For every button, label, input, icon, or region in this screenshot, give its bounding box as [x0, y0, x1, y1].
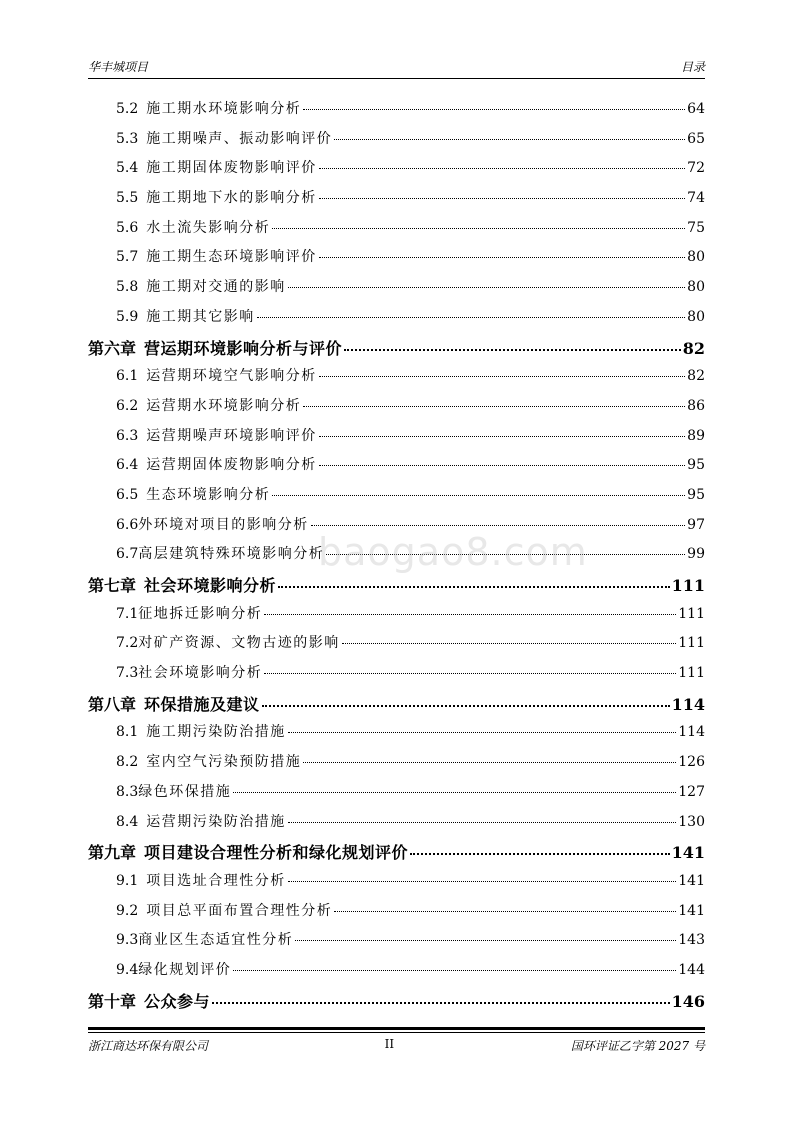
toc-entry-number: 第十章: [88, 991, 137, 1011]
toc-entry-title: 征地拆迁影响分析: [138, 605, 263, 622]
toc-entry-title: 施工期生态环境影响评价: [146, 249, 317, 266]
toc-section-entry[interactable]: [88, 187, 705, 217]
toc-entry-page: 75: [687, 219, 705, 236]
toc-entry-title: 施工期固体废物影响评价: [146, 160, 317, 177]
page-footer: [88, 1037, 705, 1054]
toc-entry-page: 111: [678, 605, 705, 622]
toc-entry-page: 114: [671, 694, 705, 714]
toc-dot-leader: [319, 436, 685, 437]
toc-entry-page: 80: [687, 249, 705, 266]
toc-entry-title: 水土流失影响分析: [146, 219, 271, 236]
toc-entry-page: 82: [687, 368, 705, 385]
toc-entry-number: 5.3: [116, 130, 139, 147]
toc-dot-leader: [295, 940, 676, 941]
toc-dot-leader: [264, 673, 676, 674]
toc-entry-title: 施工期对交通的影响: [146, 279, 286, 296]
footer-company: 浙江商达环保有限公司: [88, 1039, 209, 1053]
toc-entry-number: 7.3: [116, 665, 139, 682]
toc-entry-number: 6.7: [116, 546, 139, 563]
toc-dot-leader: [272, 495, 685, 496]
header-project-name: 华丰城项目: [88, 60, 149, 74]
toc-section-entry[interactable]: [88, 306, 705, 336]
toc-section-entry[interactable]: [88, 959, 705, 989]
toc-entry-number: 5.4: [116, 160, 139, 177]
toc-entry-number: 9.2: [116, 902, 139, 919]
toc-entry-page: 141: [678, 872, 705, 889]
toc-entry-page: 74: [687, 190, 705, 207]
toc-entry-title: 运营期污染防治措施: [146, 813, 286, 830]
toc-dot-leader: [272, 228, 685, 229]
toc-dot-leader: [303, 109, 685, 110]
toc-dot-leader: [262, 705, 670, 707]
toc-section-entry[interactable]: [88, 721, 705, 751]
toc-section-entry[interactable]: [88, 246, 705, 276]
toc-entry-number: 5.5: [116, 190, 139, 207]
toc-dot-leader: [303, 406, 685, 407]
toc-entry-page: 95: [687, 486, 705, 503]
toc-entry-page: 130: [678, 813, 705, 830]
toc-dot-leader: [319, 376, 685, 377]
toc-entry-number: 5.2: [116, 101, 139, 117]
header-rule: [88, 78, 705, 79]
toc-entry-page: 141: [678, 902, 705, 919]
toc-entry-page: 97: [687, 516, 705, 533]
toc-entry-number: 7.2: [116, 635, 139, 652]
toc-dot-leader: [233, 792, 676, 793]
toc-entry-title: 营运期环境影响分析与评价: [144, 338, 343, 358]
watermark: baogao8.com: [318, 530, 588, 574]
footer-rule-thick: [88, 1027, 705, 1030]
toc-dot-leader: [334, 139, 685, 140]
toc-section-entry[interactable]: [88, 900, 705, 930]
toc-entry-title: 绿化规划评价: [138, 961, 232, 978]
toc-entry-number: 8.1: [116, 724, 139, 741]
toc-entry-number: 8.2: [116, 754, 139, 771]
toc-chapter-entry[interactable]: [88, 573, 705, 603]
toc-entry-title: 社会环境影响分析: [138, 665, 263, 682]
toc-entry-number: 5.8: [116, 279, 139, 296]
toc-entry-page: 111: [671, 576, 705, 595]
toc-entry-page: 64: [687, 101, 705, 117]
toc-section-entry[interactable]: [88, 425, 705, 455]
toc-entry-number: 9.1: [116, 872, 139, 889]
toc-entry-title: 室内空气污染预防措施: [146, 754, 302, 771]
toc-section-entry[interactable]: [88, 98, 705, 128]
toc-chapter-entry[interactable]: [88, 692, 705, 722]
toc-entry-page: 80: [687, 279, 705, 296]
toc-entry-number: 6.6: [116, 516, 139, 533]
footer-rule-thin: [88, 1032, 705, 1033]
toc-entry-page: 127: [678, 783, 705, 800]
toc-entry-page: 80: [687, 308, 705, 325]
toc-section-entry[interactable]: [88, 128, 705, 158]
toc-entry-title: 施工期污染防治措施: [146, 724, 286, 741]
toc-entry-number: 8.4: [116, 813, 139, 830]
toc-entry-number: 6.5: [116, 486, 139, 503]
toc-entry-title: 绿色环保措施: [138, 783, 232, 800]
toc-entry-number: 9.4: [116, 961, 139, 978]
toc-entry-title: 运营期噪声环境影响评价: [146, 427, 317, 444]
toc-section-entry[interactable]: [88, 395, 705, 425]
toc-dot-leader: [288, 822, 677, 823]
toc-entry-title: 公众参与: [144, 991, 211, 1011]
toc-entry-title: 高层建筑特殊环境影响分析: [138, 546, 325, 563]
footer-certificate: 国环评证乙字第 2027 号: [570, 1039, 705, 1053]
toc-entry-title: 项目建设合理性分析和绿化规划评价: [144, 843, 409, 863]
toc-entry-page: 111: [678, 665, 705, 682]
toc-section-entry[interactable]: [88, 811, 705, 841]
toc-entry-number: 第七章: [88, 576, 137, 595]
toc-entry-title: 施工期地下水的影响分析: [146, 190, 317, 207]
toc-entry-title: 施工期噪声、振动影响评价: [146, 130, 333, 147]
toc-dot-leader: [319, 465, 685, 466]
toc-entry-page: 95: [687, 457, 705, 474]
toc-dot-leader: [342, 643, 677, 644]
toc-section-entry[interactable]: [88, 484, 705, 514]
toc-chapter-entry[interactable]: [88, 989, 705, 1019]
toc-dot-leader: [303, 762, 676, 763]
toc-chapter-entry[interactable]: [88, 336, 705, 366]
toc-entry-page: 126: [678, 754, 705, 771]
toc-section-entry[interactable]: [88, 870, 705, 900]
toc-entry-number: 6.2: [116, 397, 139, 414]
toc-entry-number: 5.7: [116, 249, 139, 266]
toc-dot-leader: [319, 257, 685, 258]
toc-chapter-entry[interactable]: [88, 840, 705, 870]
toc-entry-title: 项目总平面布置合理性分析: [146, 902, 333, 919]
toc-entry-title: 生态环境影响分析: [146, 486, 271, 503]
toc-entry-number: 6.1: [116, 368, 139, 385]
toc-entry-title: 施工期水环境影响分析: [146, 101, 302, 117]
header-section-name: 目录: [680, 60, 705, 74]
toc-dot-leader: [264, 614, 676, 615]
toc-entry-number: 5.6: [116, 219, 139, 236]
toc-section-entry[interactable]: [88, 751, 705, 781]
toc-entry-page: 72: [687, 160, 705, 177]
toc-entry-number: 6.4: [116, 457, 139, 474]
toc-dot-leader: [233, 970, 676, 971]
toc-dot-leader: [288, 287, 685, 288]
toc-section-entry[interactable]: [88, 365, 705, 395]
toc-entry-number: 7.1: [116, 605, 139, 622]
toc-entry-title: 项目选址合理性分析: [146, 872, 286, 889]
toc-entry-page: 89: [687, 427, 705, 444]
toc-entry-title: 社会环境影响分析: [144, 576, 277, 595]
toc-dot-leader: [257, 317, 685, 318]
toc-dot-leader: [319, 198, 685, 199]
toc-section-entry[interactable]: [88, 157, 705, 187]
toc-section-entry[interactable]: [88, 276, 705, 306]
toc-entry-number: 9.3: [116, 932, 139, 949]
toc-entry-number: 6.3: [116, 427, 139, 444]
toc-entry-title: 运营期环境空气影响分析: [146, 368, 317, 385]
toc-entry-page: 86: [687, 397, 705, 414]
toc-entry-page: 99: [687, 546, 705, 563]
toc-dot-leader: [278, 586, 670, 588]
toc-dot-leader: [319, 168, 685, 169]
toc-entry-page: 82: [682, 338, 705, 358]
page-header: [88, 55, 705, 75]
toc-entry-title: 商业区生态适宜性分析: [138, 932, 294, 949]
toc-dot-leader: [288, 732, 677, 733]
toc-entry-number: 5.9: [116, 308, 139, 325]
toc-dot-leader: [212, 1002, 670, 1004]
toc-entry-title: 环保措施及建议: [144, 694, 260, 714]
toc-entry-page: 114: [678, 724, 705, 741]
toc-entry-page: 144: [678, 961, 705, 978]
toc-dot-leader: [334, 911, 676, 912]
toc-dot-leader: [288, 881, 677, 882]
toc-entry-number: 第八章: [88, 694, 137, 714]
toc-entry-number: 第九章: [88, 843, 137, 863]
toc-entry-page: 143: [678, 932, 705, 949]
toc-section-entry[interactable]: [88, 603, 705, 633]
toc-entry-title: 运营期固体废物影响分析: [146, 457, 317, 474]
toc-entry-title: 运营期水环境影响分析: [146, 397, 302, 414]
toc-dot-leader: [311, 525, 685, 526]
toc-section-entry[interactable]: [88, 454, 705, 484]
toc-entry-title: 对矿产资源、文物古迹的影响: [138, 635, 340, 652]
toc-entry-page: 146: [671, 991, 705, 1011]
toc-dot-leader: [344, 349, 681, 351]
toc-entry-page: 141: [671, 843, 705, 863]
toc-entry-title: 外环境对项目的影响分析: [138, 516, 309, 533]
toc-entry-number: 8.3: [116, 783, 139, 800]
toc-entry-page: 65: [687, 130, 705, 147]
toc-section-entry[interactable]: [88, 929, 705, 959]
toc-entry-page: 111: [678, 635, 705, 652]
toc-entry-title: 施工期其它影响: [146, 308, 255, 325]
toc-section-entry[interactable]: [88, 632, 705, 662]
toc-section-entry[interactable]: [88, 781, 705, 811]
toc-section-entry[interactable]: [88, 217, 705, 247]
page-number: II: [384, 1037, 395, 1051]
toc-section-entry[interactable]: [88, 662, 705, 692]
toc-dot-leader: [410, 853, 670, 855]
toc-entry-number: 第六章: [88, 338, 137, 358]
